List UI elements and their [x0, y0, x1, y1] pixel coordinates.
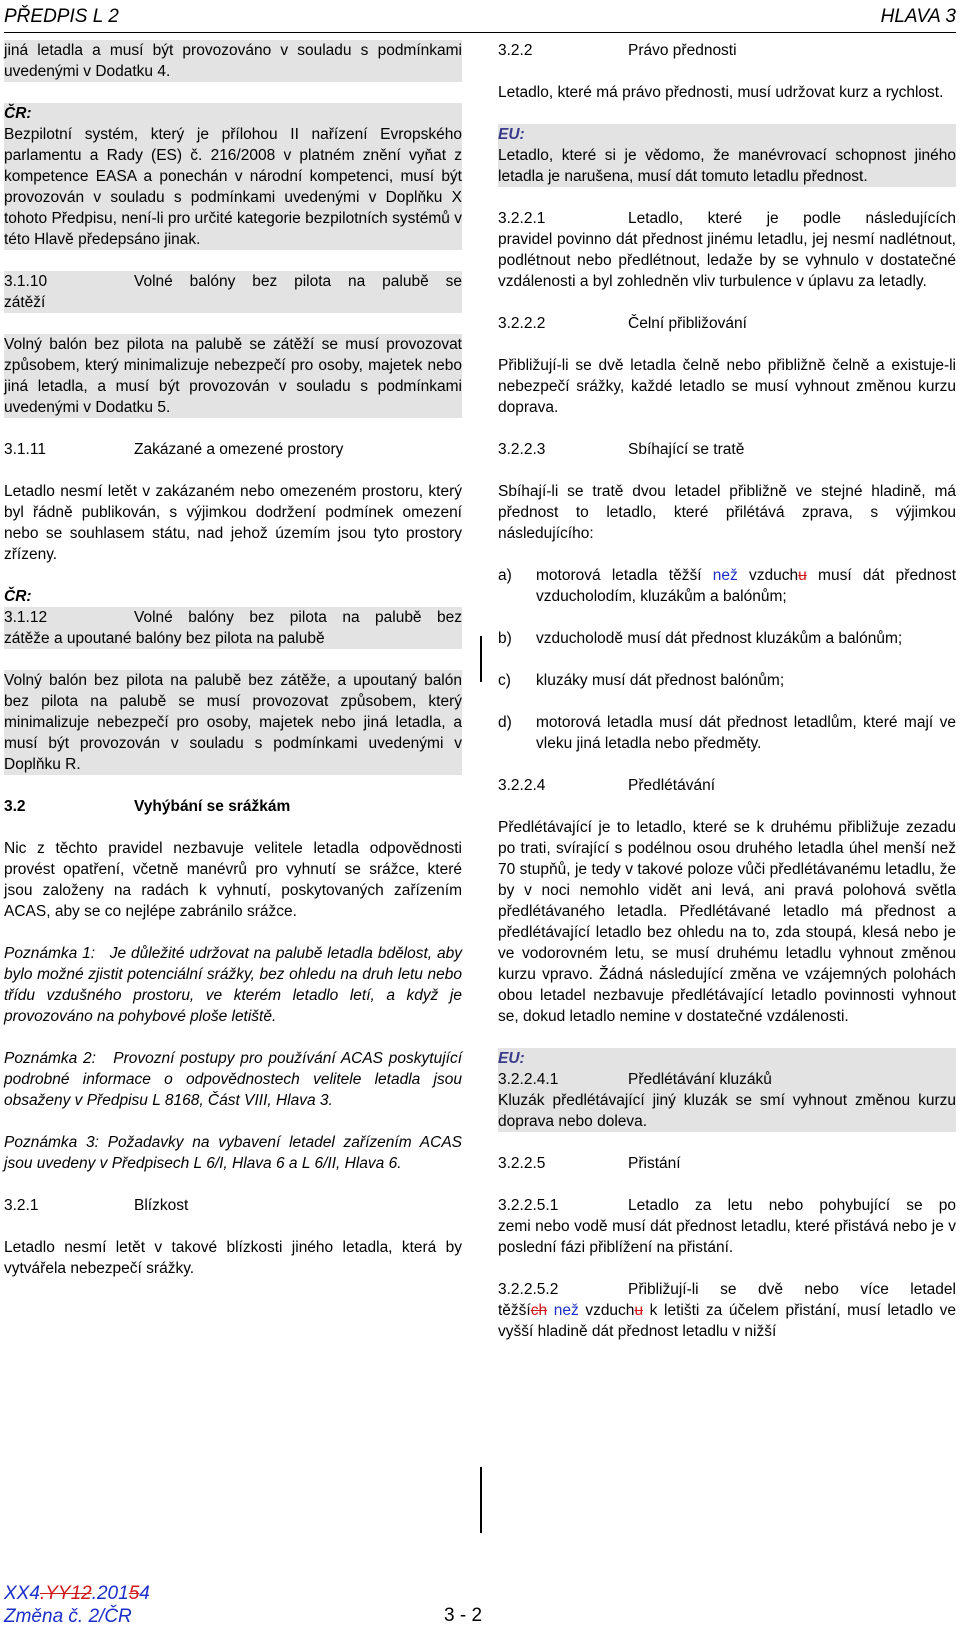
- deleted-text: u: [634, 1302, 644, 1319]
- section-number: 3.2.2.5.2: [498, 1281, 559, 1298]
- section-3-2-2-4-1-heading: [498, 1069, 956, 1090]
- section-3-2-2-heading: [498, 40, 956, 61]
- section-text: Letadlo za letu nebo pohybující se po: [628, 1197, 956, 1214]
- section-3-1-11-heading: [4, 439, 462, 460]
- header-regulation: PŘEDPIS L 2: [4, 6, 119, 27]
- footer-amendment: Změna č. 2/ČR: [4, 1606, 132, 1627]
- paragraph: Letadlo, které si je vědomo, že manévrovací schopnost jiného letadla je narušena, musí dát tomuto letadlu přednost.: [498, 147, 956, 185]
- section-title: Zakázané a omezené prostory: [134, 441, 344, 458]
- note-label: Poznámka 3:: [4, 1134, 99, 1151]
- section-3-2-2-3-heading: [498, 439, 956, 460]
- paragraph: Letadlo nesmí letět v zakázaném nebo omezeném prostoru, který byl řádně publikován, s výjimkou dodržení podmínek omezení nebo se souhlasem státu, nad jehož územím jsou tyto prostory zřízeny.: [4, 483, 462, 563]
- list-item-b: [498, 628, 956, 649]
- section-number: 3.2.2.5.1: [498, 1197, 559, 1214]
- paragraph: Přibližují-li se dvě letadla čelně nebo přibližně čelně a existuje-li nebezpečí srážky, každé letadlo se musí vyhnout změnou kurzu doprava.: [498, 357, 956, 416]
- list-item-c: [498, 670, 956, 691]
- page-footer: [4, 1583, 956, 1629]
- note-text: Požadavky na vybavení letadel zařízením ACAS jsou uvedeny v Předpisech L 6/I, Hlava 6 a L 6/II, Hlava 6.: [4, 1134, 463, 1172]
- section-number: 3.2: [4, 798, 26, 815]
- paragraph: Letadlo, které má právo přednosti, musí udržovat kurz a rychlost.: [498, 84, 944, 101]
- list-key: a): [498, 567, 512, 584]
- paragraph: Volný balón bez pilota na palubě bez zátěže, a upoutaný balón bez pilota na palubě se musí provozovat způsobem, který minimalizuje nebezpečí pro osoby, majetek nebo jiná letadla, a musí být provozován v souladu s podmínkami uvedenými v Doplňku R.: [4, 672, 462, 773]
- list-text: motorová letadla těžší než vzduchu musí dát přednost vzducholodím, kluzákům a balónům;: [536, 567, 956, 605]
- list-key: d): [498, 714, 512, 731]
- section-3-2-2-4-heading: [498, 775, 956, 796]
- section-title: Vyhýbání se srážkám: [134, 798, 291, 815]
- section-title: Čelní přibližování: [628, 315, 747, 332]
- note-text: Provozní postupy pro používání ACAS poskytující podrobné informace o odpovědnostech velitele letadla jsou obsaženy v Předpisu L 8168, Část VIII, Hlava 3.: [4, 1050, 463, 1109]
- section-number: 3.2.2.1: [498, 210, 546, 227]
- paragraph: Předlétávající je to letadlo, které se k druhému přibližuje zezadu po trati, svírající s podélnou osou druhého letadla úhel menší než 70 stupňů, je tedy v takové poloze vůči předlétávanému letadlu, že by v noci nemohlo vidět ani levá, ani pravá polohová světla předlétávaného letadla. Předlétávané letadlo má přednost a předlétávající letadlo bez ohledu na to, zda stoupá, klesá nebo je ve vodorovném letu, se musí druhému letadlu vyhnout změnou kurzu vpravo. Žádná následující změna ve vzájemných polohách obou letadel nezbavuje předlétávající letadlo povinnosti vyhnout se, dokud letadlo nemine v dostatečné vzdálenosti.: [498, 819, 956, 1025]
- paragraph: Sbíhají-li se tratě dvou letadel přibližně ve stejné hladině, má přednost to letadlo, které přilétává zprava, s výjimkou následujícího:: [498, 483, 956, 542]
- section-number: 3.2.2.5: [498, 1155, 546, 1172]
- section-title: Volné balóny bez pilota na palubě se: [134, 273, 462, 290]
- section-3-2-heading: [4, 796, 462, 817]
- list-item-d: [498, 712, 956, 754]
- paragraph: Bezpilotní systém, který je přílohou II nařízení Evropského parlamentu a Rady (ES) č. 216/2008 v platném znění vyňat z kompetence EASA a ponechán v národní kompetenci, musí být provozován v souladu s podmínkami uvedenými v Doplňku X tohoto Předpisu, není-li pro určité kategorie bezpilotních systémů v této Hlavě předepsáno jinak.: [4, 126, 462, 248]
- list-text: vzducholodě musí dát přednost kluzákům a balónům;: [536, 630, 903, 647]
- note-2: [4, 1048, 462, 1111]
- section-title: Blízkost: [134, 1197, 189, 1214]
- deleted-text: 12: [70, 1583, 92, 1604]
- eu-label: EU:: [498, 1048, 956, 1069]
- note-label: Poznámka 1:: [4, 945, 96, 962]
- footer-date: XX4.YY12.20154: [4, 1583, 150, 1604]
- section-3-2-2-2-heading: [498, 313, 956, 334]
- right-column: [498, 40, 956, 1342]
- section-title: Přistání: [628, 1155, 681, 1172]
- list-text: motorová letadla musí dát přednost letadlům, které mají ve vleku jiná letadla nebo předměty.: [536, 714, 956, 752]
- paragraph: Kluzák předlétávající jiný kluzák se smí vyhnout změnou kurzu doprava nebo doleva.: [498, 1092, 956, 1130]
- section-number: 3.2.2.3: [498, 441, 546, 458]
- section-3-2-1-heading: [4, 1195, 462, 1216]
- section-title-cont: zátěže a upoutané balóny bez pilota na palubě: [4, 630, 325, 647]
- section-number: 3.2.2.4: [498, 777, 546, 794]
- list-item-a: [498, 565, 956, 607]
- section-3-1-10-heading: [4, 271, 462, 313]
- section-text-cont: zemi nebo vodě musí dát přednost letadlu, které přistává nebo je v poslední fázi přiblížení na přistání.: [498, 1218, 956, 1256]
- section-text-cont: pravidel povinno dát přednost jinému letadlu, jej nesmí nadlétnout, podlétnout nebo předlétnout, ledaže by se vyhnulo v dostatečné vzdálenosti a byl zohledněn vliv turbulence v úplavu za letadly.: [498, 231, 956, 290]
- section-title-cont: zátěží: [4, 294, 46, 311]
- section-number: 3.2.2.4.1: [498, 1071, 559, 1088]
- change-bar: [480, 1467, 482, 1533]
- inserted-text: než: [553, 1302, 579, 1319]
- section-number: 3.2.2.2: [498, 315, 546, 332]
- section-title: Volné balóny bez pilota na palubě bez: [134, 609, 462, 626]
- section-3-2-2-1: [498, 208, 956, 292]
- note-text: Je důležité udržovat na palubě letadla bdělost, aby bylo možné zjistit potenciální srážky, bez ohledu na druh letu nebo třídu vzdušného prostoru, ve kterém letadlo letí, a když je provozováno na pohybové ploše letiště.: [4, 945, 462, 1025]
- paragraph: Volný balón bez pilota na palubě se zátěží se musí provozovat způsobem, který minimalizuje nebezpečí pro osoby, majetek nebo jiná letadla, a musí být provozován v souladu s podmínkami uvedenými v Dodatku 5.: [4, 336, 462, 416]
- deleted-text: u: [798, 567, 807, 584]
- section-text: Letadlo, které je podle následujících: [628, 210, 956, 227]
- note-label: Poznámka 2:: [4, 1050, 96, 1067]
- section-3-1-12-heading: [4, 607, 462, 649]
- cr-label: ČR:: [4, 103, 462, 124]
- paragraph: Nic z těchto pravidel nezbavuje velitele letadla odpovědnosti provést opatření, včetně manévrů pro vyhnutí se srážce, které jsou založeny na radách k vyhnutí, poskytovaných zařízením ACAS, aby se co nejlépe zabránilo srážce.: [4, 840, 462, 920]
- section-number: 3.2.2: [498, 42, 533, 59]
- section-3-2-2-5-heading: [498, 1153, 956, 1174]
- deleted-text: ch: [530, 1302, 548, 1319]
- section-number: 3.1.12: [4, 609, 48, 626]
- cr-label: ČR:: [4, 588, 32, 605]
- change-bar: [480, 636, 482, 682]
- paragraph: Letadlo nesmí letět v takové blízkosti jiného letadla, která by vytvářela nebezpečí srážky.: [4, 1239, 462, 1277]
- list-key: b): [498, 630, 512, 647]
- section-title: Předlétávání kluzáků: [628, 1071, 772, 1088]
- note-1: [4, 943, 462, 1027]
- list-text: kluzáky musí dát přednost balónům;: [536, 672, 785, 689]
- left-column: [4, 40, 462, 1279]
- page-number: 3 - 2: [444, 1605, 483, 1626]
- section-number: 3.1.10: [4, 273, 48, 290]
- section-3-2-2-5-2: [498, 1279, 956, 1342]
- section-number: 3.1.11: [4, 441, 46, 458]
- header-chapter: HLAVA 3: [880, 6, 956, 27]
- section-number: 3.2.1: [4, 1197, 39, 1214]
- section-title: Předlétávání: [628, 777, 716, 794]
- section-title: Právo přednosti: [628, 42, 737, 59]
- section-text-cont: těžších než vzduchu k letišti za účelem přistání, musí letadlo ve vyšší hladině dát přednost letadlu v nižší: [498, 1302, 957, 1340]
- deleted-text: .YY: [39, 1583, 71, 1604]
- section-text: Přibližují-li se dvě nebo více letadel: [628, 1281, 956, 1298]
- deleted-text: 5: [128, 1583, 140, 1604]
- note-3: [4, 1132, 462, 1174]
- page-header: [4, 2, 956, 33]
- eu-label: EU:: [498, 124, 956, 145]
- section-3-2-2-5-1: [498, 1195, 956, 1258]
- inserted-text: než: [712, 567, 738, 584]
- section-title: Sbíhající se tratě: [628, 441, 745, 458]
- list-key: c): [498, 672, 511, 689]
- paragraph: jiná letadla a musí být provozováno v souladu s podmínkami uvedenými v Dodatku 4.: [4, 42, 462, 80]
